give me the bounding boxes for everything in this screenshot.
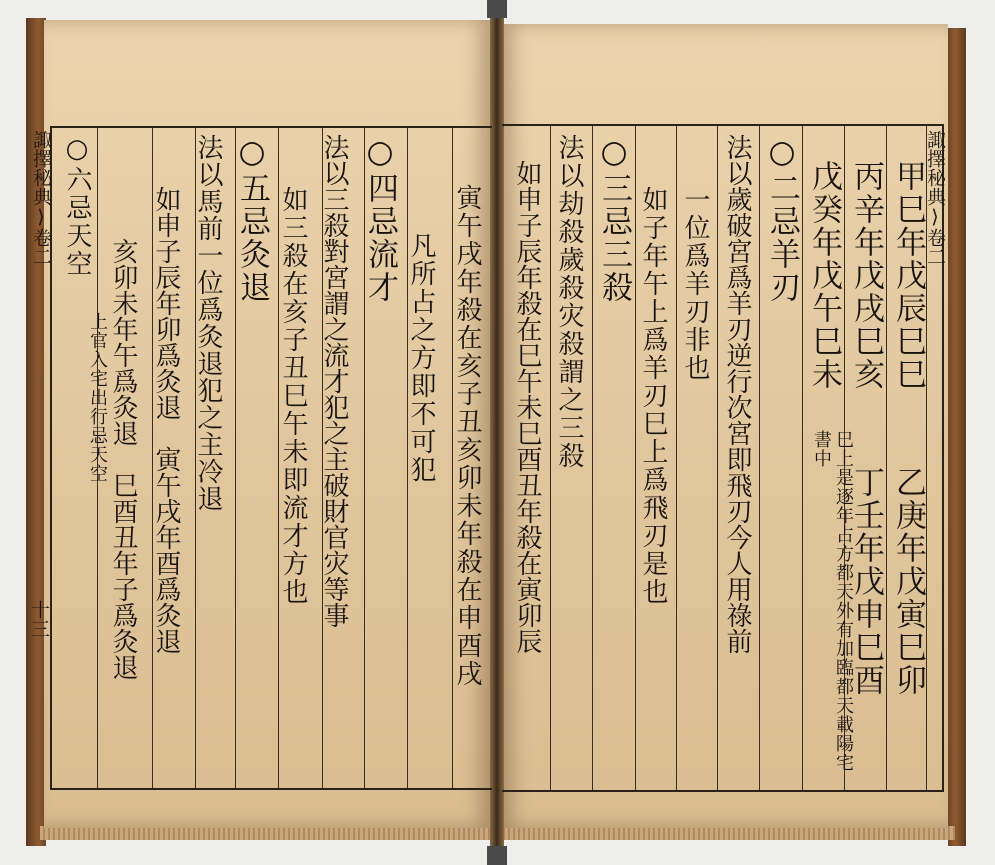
left-col-2: 凡所占之方即不可犯 — [406, 232, 436, 484]
top-clip — [487, 0, 507, 18]
right-col-5: ○二忌羊刃 — [764, 134, 800, 304]
left-col-8: 如申子辰年卯爲灸退 寅午戌年酉爲灸退 — [151, 186, 181, 654]
right-col-2a: 丙辛年戊戌巳亥 — [848, 160, 884, 391]
left-col-4: 法以三殺對宮謂之流才犯之主破財官灾等事 — [319, 134, 349, 628]
right-col-10: 法以劫殺歲殺灾殺謂之三殺 — [554, 134, 584, 470]
right-cover — [948, 28, 966, 846]
left-page-number: 十三 — [28, 600, 50, 638]
left-col-10-note: 上官入宅出行忌天空 — [87, 312, 108, 483]
right-col-8: 如子年午上爲羊刃巳上爲飛刃是也 — [638, 186, 668, 606]
right-col-1: 甲巳年戊辰巳巳 — [890, 160, 926, 391]
bottom-clip — [487, 846, 507, 865]
right-col-2b: 乙庚年戊寅巳卯 — [890, 466, 926, 697]
left-margin-title: 諏擇秘典⟩卷二 — [30, 130, 52, 266]
right-col-3b: 丁壬年戊申巳酉 — [848, 466, 884, 697]
right-col-4-note: 巳上是逐年占方都天外有加臨都天載陽宅書中 — [811, 430, 854, 772]
left-col-6: ○五忌灸退 — [234, 134, 270, 304]
left-col-3: ○四忌流才 — [362, 134, 398, 304]
left-col-10: ○六忌天空 — [62, 134, 92, 278]
left-col-9: 亥卯未年午爲灸退 巳酉丑年子爲灸退 — [108, 238, 138, 680]
right-col-3a: 戊癸年戊午巳未 — [806, 160, 842, 391]
right-col-6: 法以歲破宮爲羊刃逆行次宮即飛刃今人用祿前 — [722, 134, 752, 654]
left-col-7: 法以馬前一位爲灸退犯之主冷退 — [193, 134, 223, 512]
left-col-5: 如三殺在亥子丑巳午未即流才方也 — [278, 186, 308, 606]
right-col-11: 如申子辰年殺在巳午未巳酉丑年殺在寅卯辰 — [512, 160, 542, 654]
right-margin-title: 諏擇秘典⟩卷二 — [924, 130, 946, 266]
right-col-7: 一位爲羊刃非也 — [680, 186, 710, 382]
left-col-1: 寅午戌年殺在亥子丑亥卯未年殺在申酉戌 — [452, 184, 482, 688]
right-col-9: ○三忌三殺 — [596, 134, 632, 304]
